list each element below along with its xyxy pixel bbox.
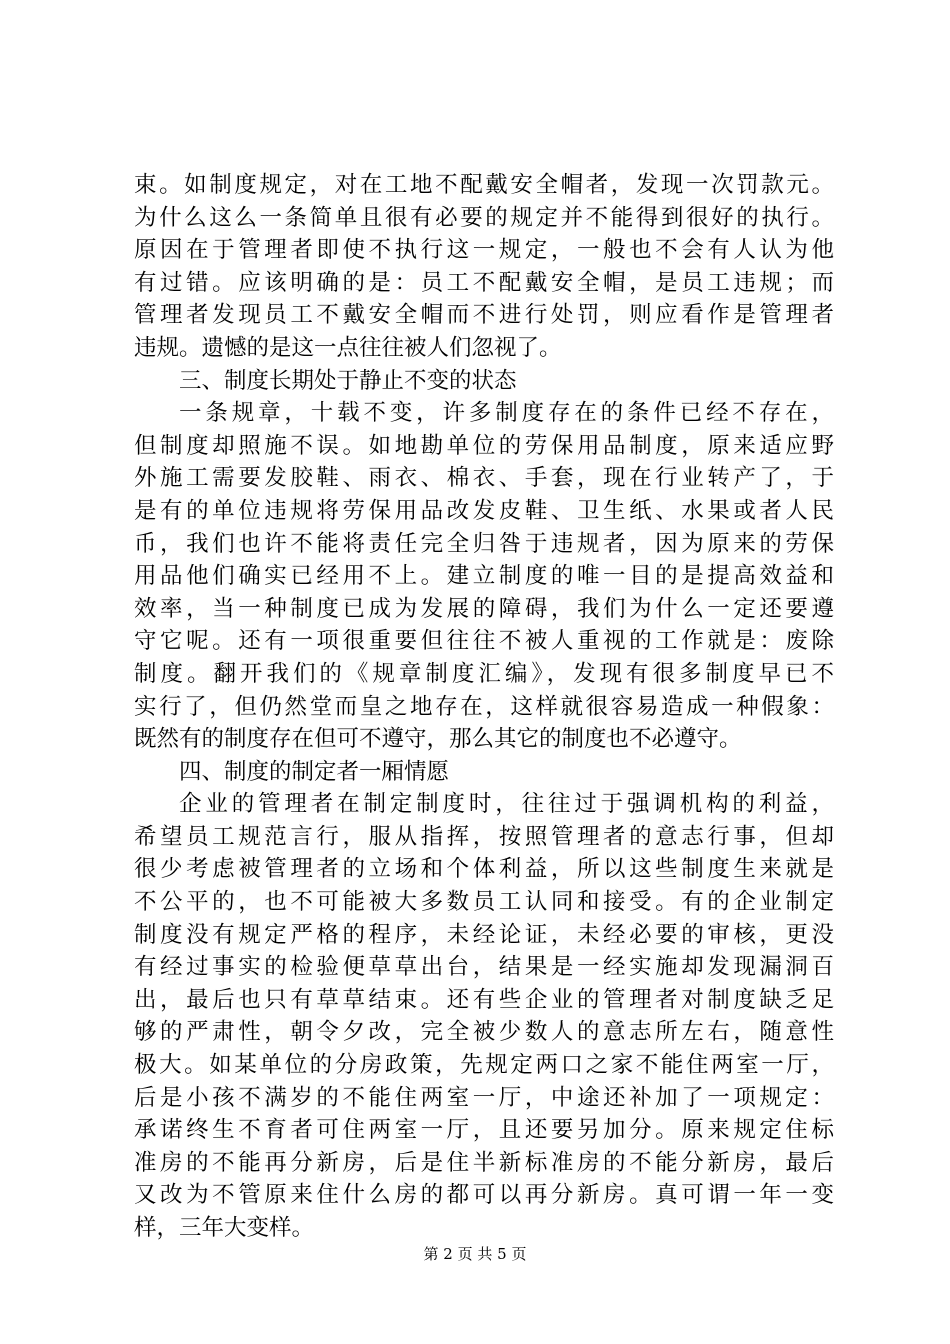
text-line: 样，三年大变样。 [134,1215,315,1241]
text-line: 用品他们确实已经用不上。建立制度的唯一目的是提高效益和 [134,563,834,590]
text-line: 又改为不管原来住什么房的都可以再分新房。真可谓一年一变 [134,1182,834,1209]
document-body [134,169,834,1245]
text-line: 原因在于管理者即使不执行这一规定，一般也不会有人认为他 [134,237,834,264]
text-line: 出，最后也只有草草结束。还有些企业的管理者对制度缺乏足 [134,986,834,1013]
text-line: 既然有的制度存在但可不遵守，那么其它的制度也不必遵守。 [134,726,742,753]
text-line: 外施工需要发胶鞋、雨衣、棉衣、手套，现在行业转产了，于 [134,465,834,492]
text-line: 够的严肃性，朝令夕改，完全被少数人的意志所左右，随意性 [134,1019,834,1046]
text-line: 承诺终生不育者可住两室一厅，且还要另加分。原来规定住标 [134,1117,834,1144]
text-line: 为什么这么一条简单且很有必要的规定并不能得到很好的执行。 [134,204,834,231]
text-line: 币，我们也许不能将责任完全归咎于违规者，因为原来的劳保 [134,530,834,557]
text-line: 希望员工规范言行，服从指挥，按照管理者的意志行事，但却 [134,823,834,850]
text-line: 管理者发现员工不戴安全帽而不进行处罚，则应看作是管理者 [134,302,834,329]
text-line: 实行了，但仍然堂而皇之地存在，这样就很容易造成一种假象： [134,693,834,720]
page-number-footer: 第 2 页 共 5 页 [423,1245,527,1263]
text-line: 制度。翻开我们的《规章制度汇编》，发现有很多制度早已不 [134,660,834,687]
text-line: 准房的不能再分新房，后是住半新标准房的不能分新房，最后 [134,1149,834,1176]
text-line: 不公平的，也不可能被大多数员工认同和接受。有的企业制定 [134,889,834,916]
text-line: 效率，当一种制度已成为发展的障碍，我们为什么一定还要遵 [134,595,834,622]
section-heading: 四、制度的制定者一厢情愿 [179,758,450,785]
text-line: 企业的管理者在制定制度时，往往过于强调机构的利益， [179,791,834,818]
section-heading: 三、制度长期处于静止不变的状态 [179,367,517,394]
text-line: 违规。遗憾的是这一点往往被人们忽视了。 [134,334,562,361]
text-line: 一条规章，十载不变，许多制度存在的条件已经不存在， [179,400,834,427]
text-line: 制度没有规定严格的程序，未经论证，未经必要的审核，更没 [134,921,834,948]
text-line: 是有的单位违规将劳保用品改发皮鞋、卫生纸、水果或者人民 [134,497,834,524]
text-line: 束。如制度规定，对在工地不配戴安全帽者，发现一次罚款元。 [134,172,834,198]
text-line: 有经过事实的检验便草草出台，结果是一经实施却发现漏洞百 [134,954,834,981]
text-line: 守它呢。还有一项很重要但往往不被人重视的工作就是：废除 [134,628,834,655]
text-line: 极大。如某单位的分房政策，先规定两口之家不能住两室一厅， [134,1052,834,1079]
text-line: 有过错。应该明确的是：员工不配戴安全帽，是员工违规；而 [134,269,834,296]
text-line: 很少考虑被管理者的立场和个体利益，所以这些制度生来就是 [134,856,834,883]
text-line: 但制度却照施不误。如地勘单位的劳保用品制度，原来适应野 [134,432,834,459]
text-line: 后是小孩不满岁的不能住两室一厅，中途还补加了一项规定： [134,1084,834,1111]
